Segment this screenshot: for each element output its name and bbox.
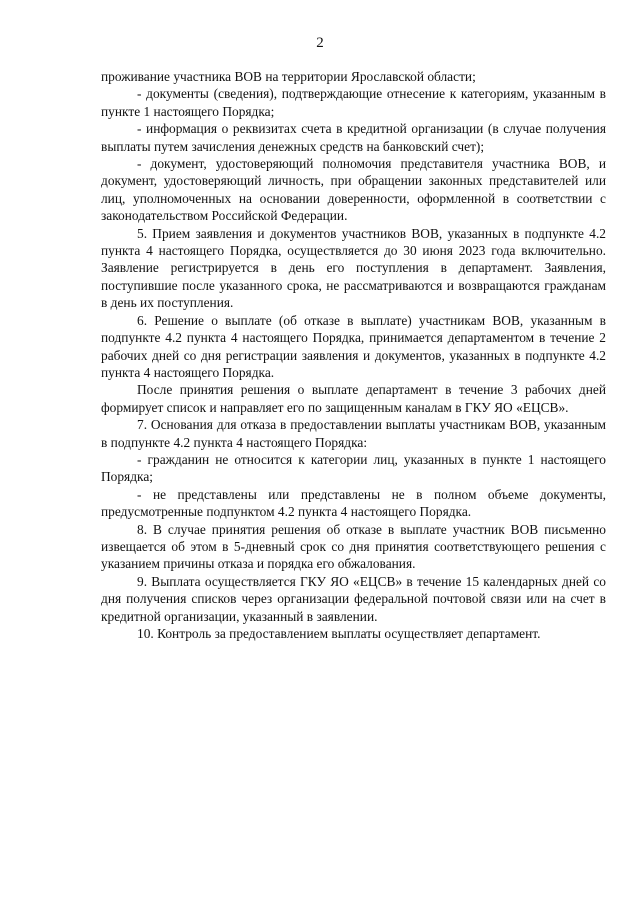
paragraph-item-6: 6. Решение о выплате (об отказе в выплате) участникам ВОВ, указанным в подпункте 4.2 пункта 4 настоящего Порядка, принимается департаментом в течение 2 рабочих дней со дня регистрации заявления и документов, указанных в подпункте 4.2 пункта 4 настоящего Порядка. [101,312,606,380]
paragraph-refusal-reason-1: - гражданин не относится к категории лиц, указанных в пункте 1 настоящего Порядка; [101,451,606,485]
document-body [101,68,606,642]
paragraph-representative-documents: - документ, удостоверяющий полномочия представителя участника ВОВ, и документ, удостоверяющий личность, при обращении законных представителей или лиц, уполномоченных на основании доверенности, оформленной в соответствии с законодательством Российской Федерации. [101,156,606,224]
paragraph-bank-details: - информация о реквизитах счета в кредитной организации (в случае получения выплаты путем зачисления денежных средств на банковский счет); [101,121,606,154]
paragraph-refusal-reason-2: - не представлены или представлены не в полном объеме документы, предусмотренные подпунктом 4.2 пункта 4 настоящего Порядка. [101,486,606,520]
paragraph-category-documents: - документы (сведения), подтверждающие отнесение к категориям, указанным в пункте 1 настоящего Порядка; [101,86,606,119]
paragraph-item-9: 9. Выплата осуществляется ГКУ ЯО «ЕЦСВ» в течение 15 календарных дней со дня получения списков через организации федеральной почтовой связи или на счет в кредитной организации, указанный в заявлении. [101,573,606,624]
paragraph-continuation: проживание участника ВОВ на территории Ярославской области; [101,69,476,84]
paragraph-item-7: 7. Основания для отказа в предоставлении выплаты участникам ВОВ, указанным в подпункте 4.2 пункта 4 настоящего Порядка: [101,417,606,450]
paragraph-item-6-list: После принятия решения о выплате департамент в течение 3 рабочих дней формирует список и направляет его по защищенным каналам в ГКУ ЯО «ЕЦСВ». [101,382,606,415]
paragraph-item-5: 5. Прием заявления и документов участников ВОВ, указанных в подпункте 4.2 пункта 4 настоящего Порядка, осуществляется до 30 июня 2023 года включительно. Заявление регистрируется в день его поступления в департамент. Заявления, поступившие после указанного срока, не рассматриваются и возвращаются гражданам в день их поступления. [101,225,606,311]
page-number: 2 [316,35,324,51]
paragraph-item-8: 8. В случае принятия решения об отказе в выплате участник ВОВ письменно извещается об этом в 5-дневный срок со дня принятия соответствующего решения с указанием причины отказа и порядка его обжалования. [101,521,606,572]
paragraph-item-10: 10. Контроль за предоставлением выплаты осуществляет департамент. [137,626,541,641]
